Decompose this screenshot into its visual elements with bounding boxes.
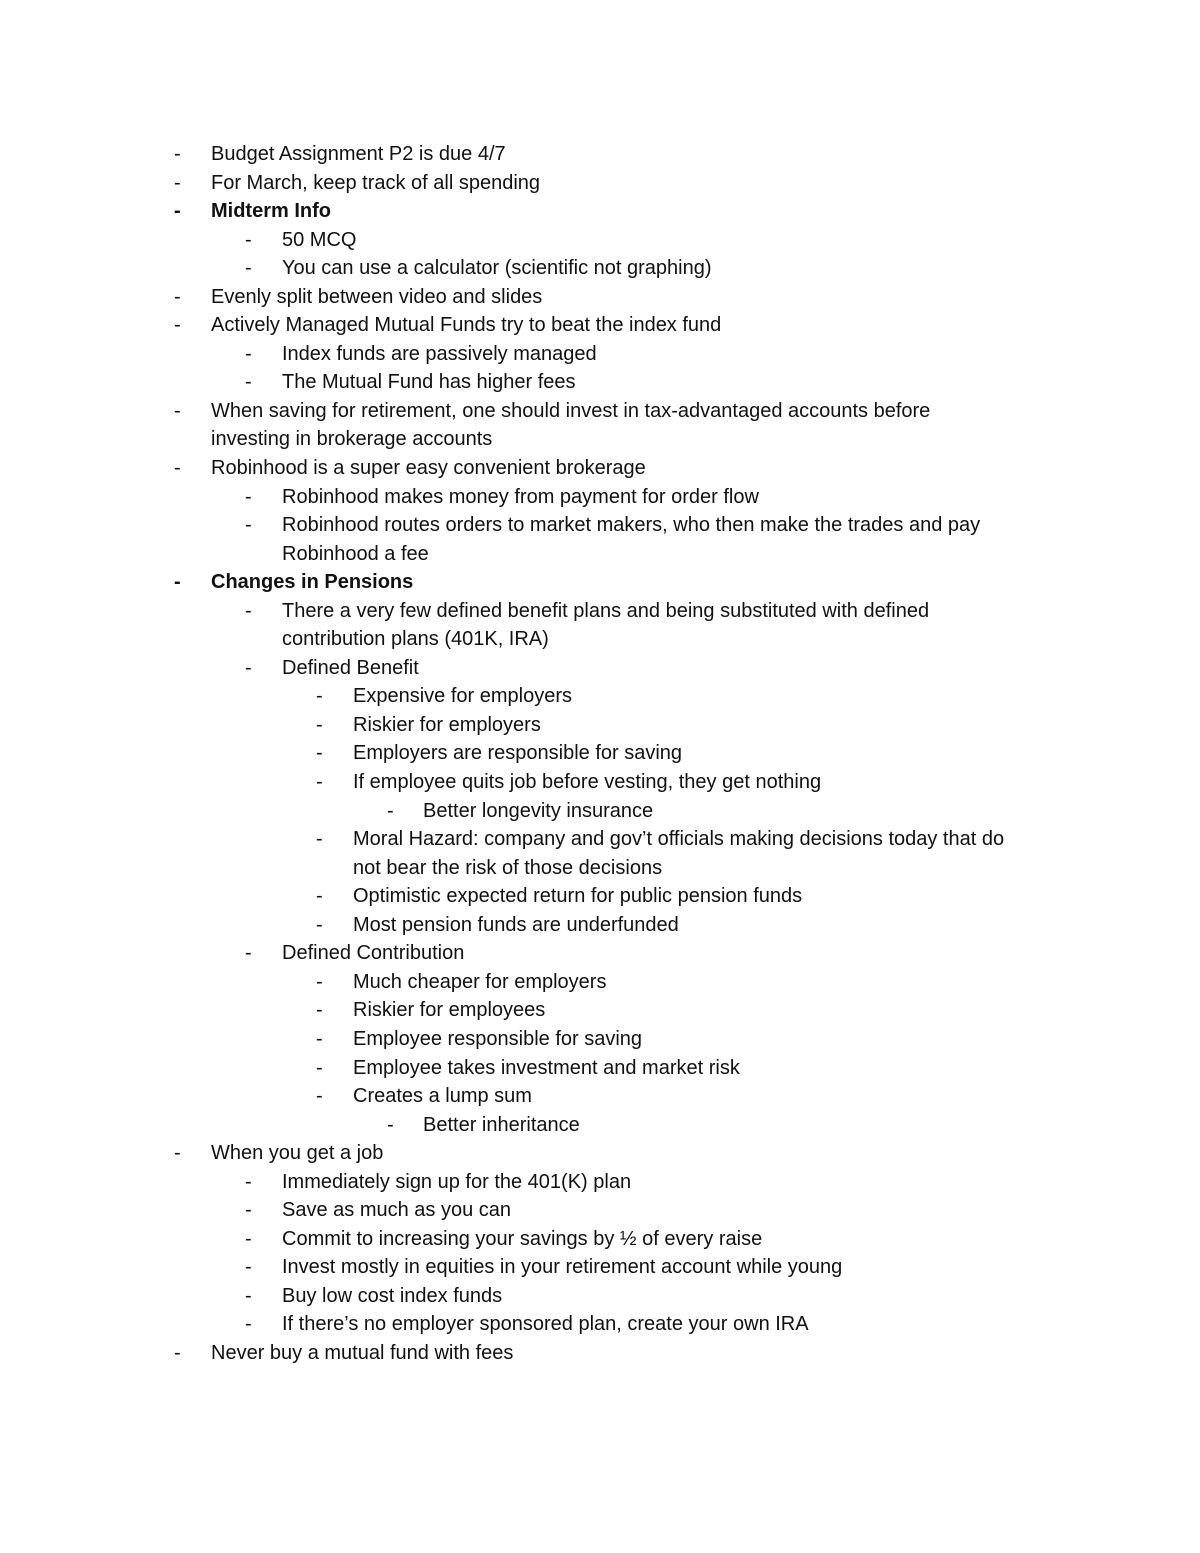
bullet-text: Defined Contribution	[282, 942, 465, 965]
bullet-text: Invest mostly in equities in your retirement account while young	[282, 1256, 843, 1279]
bullet-line	[0, 1310, 1200, 1339]
bullet-text: Moral Hazard: company and gov’t officials making decisions today that do	[353, 828, 1005, 851]
bullet-text: Optimistic expected return for public pension funds	[353, 885, 803, 908]
bullet-dash: -	[245, 485, 252, 508]
bullet-line	[0, 254, 1200, 283]
bullet-text: Employers are responsible for saving	[353, 742, 683, 765]
bullet-line	[0, 682, 1200, 711]
bullet-dash: -	[174, 571, 181, 594]
document-body	[0, 140, 1200, 1368]
bullet-dash: -	[174, 314, 181, 337]
bullet-text: Riskier for employers	[353, 713, 541, 736]
bullet-line	[0, 1025, 1200, 1054]
bullet-line	[0, 454, 1200, 483]
bullet-line	[0, 739, 1200, 768]
bullet-line	[0, 1054, 1200, 1083]
bullet-line	[0, 1168, 1200, 1197]
bullet-dash: -	[174, 285, 181, 308]
bullet-text: 50 MCQ	[282, 228, 357, 251]
bullet-dash: -	[245, 1284, 252, 1307]
bullet-dash: -	[245, 1227, 252, 1250]
bullet-line	[0, 340, 1200, 369]
bullet-dash: -	[174, 143, 181, 165]
bullet-text: Robinhood a fee	[282, 542, 429, 565]
bullet-line	[0, 283, 1200, 312]
bullet-text: If there’s no employer sponsored plan, create your own IRA	[282, 1313, 809, 1336]
bullet-text: Creates a lump sum	[353, 1085, 532, 1108]
bullet-text: Employee responsible for saving	[353, 1027, 643, 1050]
bullet-dash: -	[245, 514, 252, 537]
bullet-dash: -	[174, 1142, 181, 1165]
bullet-text: Budget Assignment P2 is due 4/7	[211, 143, 506, 165]
bullet-dash: -	[245, 1199, 252, 1222]
bullet-dash: -	[245, 1256, 252, 1279]
bullet-text: If employee quits job before vesting, they get nothing	[353, 771, 822, 794]
bullet-dash: -	[174, 399, 181, 422]
bullet-continuation-line	[0, 625, 1200, 654]
bullet-line	[0, 797, 1200, 826]
bullet-line	[0, 768, 1200, 797]
bullet-dash: -	[316, 970, 323, 993]
bullet-line	[0, 568, 1200, 597]
bullet-text: There a very few defined benefit plans and being substituted with defined	[282, 599, 930, 622]
bullet-line	[0, 597, 1200, 626]
bullet-dash: -	[316, 771, 323, 794]
bullet-text: Save as much as you can	[282, 1199, 512, 1222]
bullet-line	[0, 825, 1200, 854]
bullet-line	[0, 169, 1200, 198]
bullet-text: not bear the risk of those decisions	[353, 856, 663, 879]
bullet-dash: -	[245, 342, 252, 365]
bullet-text: Riskier for employees	[353, 999, 546, 1022]
bullet-dash: -	[174, 200, 181, 223]
bullet-dash: -	[245, 599, 252, 622]
bullet-line	[0, 939, 1200, 968]
bullet-text: contribution plans (401K, IRA)	[282, 628, 549, 651]
bullet-line	[0, 311, 1200, 340]
bullet-text: Defined Benefit	[282, 656, 419, 679]
bullet-text: Robinhood makes money from payment for order flow	[282, 485, 759, 508]
bullet-dash: -	[316, 685, 323, 708]
bullet-text: The Mutual Fund has higher fees	[282, 371, 576, 394]
bullet-text: For March, keep track of all spending	[211, 171, 541, 194]
bullet-line	[0, 1111, 1200, 1140]
bullet-line	[0, 397, 1200, 426]
bullet-line	[0, 1139, 1200, 1168]
bullet-line	[0, 1339, 1200, 1368]
bullet-line	[0, 1225, 1200, 1254]
bullet-text: When you get a job	[211, 1142, 384, 1165]
bullet-dash: -	[316, 713, 323, 736]
bullet-text: Actively Managed Mutual Funds try to beat the index fund	[211, 314, 722, 337]
bullet-dash: -	[245, 656, 252, 679]
bullet-text: Changes in Pensions	[211, 571, 414, 594]
bullet-dash: -	[245, 1313, 252, 1336]
bullet-line	[0, 968, 1200, 997]
bullet-text: Evenly split between video and slides	[211, 285, 543, 308]
bullet-dash: -	[245, 942, 252, 965]
bullet-dash: -	[316, 742, 323, 765]
bullet-text: You can use a calculator (scientific not graphing)	[282, 257, 712, 280]
bullet-dash: -	[387, 1113, 394, 1136]
bullet-line	[0, 882, 1200, 911]
bullet-text: Robinhood routes orders to market makers, who then make the trades and pay	[282, 514, 981, 537]
bullet-line	[0, 1253, 1200, 1282]
bullet-dash: -	[316, 885, 323, 908]
bullet-text: Much cheaper for employers	[353, 970, 607, 993]
bullet-line	[0, 1082, 1200, 1111]
bullet-text: Immediately sign up for the 401(K) plan	[282, 1170, 632, 1193]
bullet-text: Employee takes investment and market risk	[353, 1056, 740, 1079]
bullet-line	[0, 1196, 1200, 1225]
bullet-continuation-line	[0, 425, 1200, 454]
bullet-line	[0, 140, 1200, 169]
bullet-text: Better longevity insurance	[423, 799, 654, 822]
bullet-line	[0, 711, 1200, 740]
bullet-text: Commit to increasing your savings by ½ of every raise	[282, 1227, 763, 1250]
bullet-line	[0, 654, 1200, 683]
bullet-text: Most pension funds are underfunded	[353, 913, 679, 936]
bullet-text: Midterm Info	[211, 200, 331, 223]
bullet-dash: -	[174, 171, 181, 194]
bullet-dash: -	[316, 1027, 323, 1050]
bullet-text: Never buy a mutual fund with fees	[211, 1341, 514, 1364]
bullet-dash: -	[174, 1341, 181, 1364]
bullet-dash: -	[387, 799, 394, 822]
bullet-text: Buy low cost index funds	[282, 1284, 503, 1307]
bullet-text: When saving for retirement, one should invest in tax-advantaged accounts before	[211, 399, 931, 422]
bullet-text: Index funds are passively managed	[282, 342, 597, 365]
bullet-dash: -	[245, 257, 252, 280]
bullet-line	[0, 911, 1200, 940]
bullet-line	[0, 483, 1200, 512]
bullet-text: Better inheritance	[423, 1113, 580, 1136]
bullet-continuation-line	[0, 540, 1200, 569]
bullet-dash: -	[316, 999, 323, 1022]
bullet-line	[0, 368, 1200, 397]
bullet-line	[0, 511, 1200, 540]
bullet-text: Expensive for employers	[353, 685, 572, 708]
bullet-dash: -	[316, 913, 323, 936]
bullet-dash: -	[316, 1085, 323, 1108]
bullet-dash: -	[245, 1170, 252, 1193]
bullet-dash: -	[174, 457, 181, 480]
bullet-continuation-line	[0, 854, 1200, 883]
bullet-text: Robinhood is a super easy convenient brokerage	[211, 457, 646, 480]
bullet-line	[0, 996, 1200, 1025]
bullet-dash: -	[245, 228, 252, 251]
bullet-dash: -	[316, 828, 323, 851]
bullet-line	[0, 226, 1200, 255]
bullet-line	[0, 1282, 1200, 1311]
bullet-text: investing in brokerage accounts	[211, 428, 493, 451]
bullet-dash: -	[245, 371, 252, 394]
bullet-dash: -	[316, 1056, 323, 1079]
bullet-line	[0, 197, 1200, 226]
